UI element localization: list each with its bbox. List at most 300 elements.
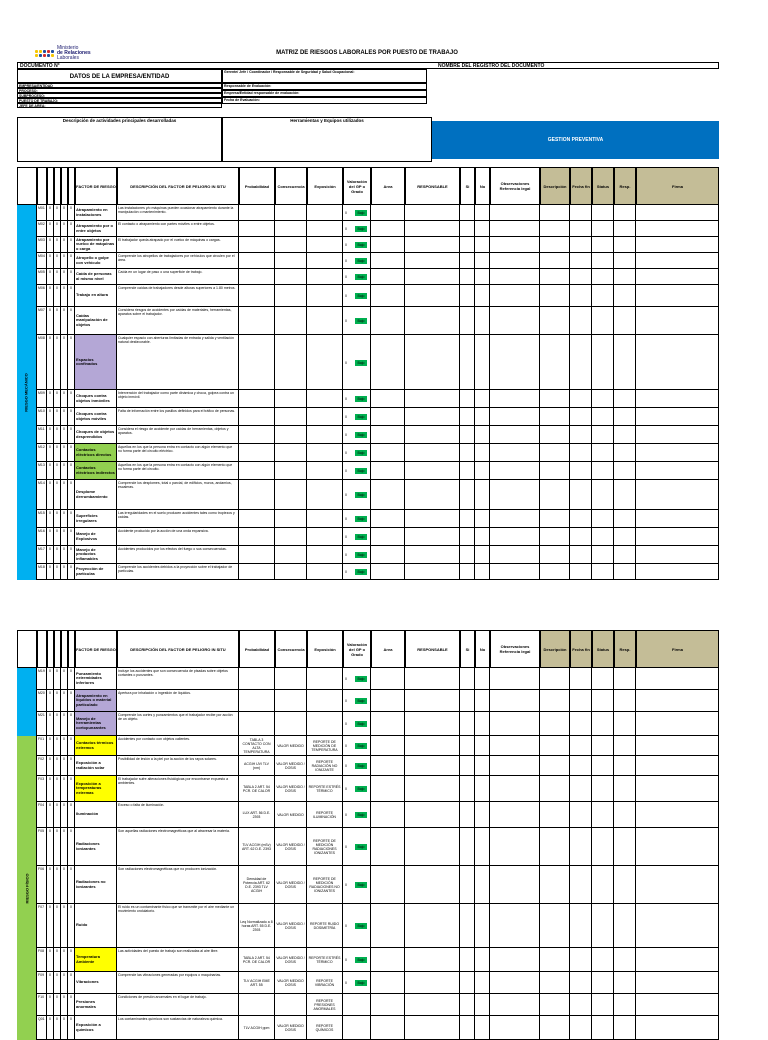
table-row — [17, 237, 719, 253]
cell-n3: 0 — [61, 564, 68, 579]
cell-no — [475, 904, 490, 947]
valuation-grade: Bajo — [355, 743, 367, 749]
valuation-number: 0 — [345, 275, 347, 279]
cell-n1: 0 — [47, 510, 54, 527]
header-desc2: Descripción — [540, 630, 570, 668]
measurement-method: TLV ACGIH (mSv) ART. 62 D.E. 2393 — [239, 828, 275, 865]
cell-n2: 0 — [54, 712, 61, 735]
cell-report — [307, 462, 343, 479]
risk-factor-name: Vibraciones — [75, 972, 117, 993]
cell-obs — [490, 480, 540, 509]
measurement-method: TLV ACGIH EME ART. 55 — [239, 972, 275, 993]
header-blank-cell — [17, 630, 37, 668]
cell-n4: 0 — [68, 802, 75, 827]
cell-area — [371, 253, 405, 268]
evaluation-field-label: Gerente/ Jefe / Coordinador / Responsable de Seguridad y Salud Ocupacional: — [224, 70, 355, 74]
cell-firma — [636, 307, 719, 334]
table-row — [17, 802, 719, 828]
cell-method — [239, 444, 275, 461]
cell-desc2 — [540, 285, 570, 306]
cell-no — [475, 802, 490, 827]
cell-area — [371, 802, 405, 827]
measurement-limit: VALOR MEDIDO / DOSIS — [275, 828, 307, 865]
cell-desc2 — [540, 546, 570, 563]
cell-report — [307, 269, 343, 284]
cell-n2: 0 — [54, 269, 61, 284]
cell-method — [239, 285, 275, 306]
cell-si — [460, 426, 475, 443]
cell-obs — [490, 237, 540, 252]
cell-method — [239, 221, 275, 236]
cell-resp2 — [614, 205, 636, 220]
evaluation-field-label: Responsable de Evaluación: — [224, 84, 272, 88]
cell-obs — [490, 426, 540, 443]
cell-area — [371, 462, 405, 479]
cell-status — [592, 253, 614, 268]
valuation-grade: Bajo — [355, 721, 367, 727]
company-block — [17, 69, 719, 108]
cell-firma — [636, 802, 719, 827]
header-resp: RESPONSABLE — [405, 167, 460, 205]
valuation-number: 0 — [345, 570, 347, 574]
table-row — [17, 335, 719, 390]
measurement-report: REPORTE RADIACIÓN NO IONIZANTE — [307, 756, 343, 775]
cell-resp — [405, 690, 460, 711]
cell-method — [239, 335, 275, 389]
measurement-report: REPORTE DE MEDICIÓN RADIACIONES NO IONIZANTES — [307, 866, 343, 903]
cell-resp2 — [614, 756, 636, 775]
valuation-grade: Bajo — [355, 763, 367, 769]
registry-label: NOMBRE DEL REGISTRO DEL DOCUMENTO — [438, 63, 545, 69]
cell-desc2 — [540, 828, 570, 865]
cell-n3: 0 — [61, 444, 68, 461]
cell-desc2 — [540, 444, 570, 461]
cell-status — [592, 802, 614, 827]
cell-status — [592, 668, 614, 689]
cell-desc2 — [540, 866, 570, 903]
section-physical-text: RIESGO FÍSICO — [24, 872, 30, 904]
cell-no — [475, 510, 490, 527]
cell-n2: 0 — [54, 444, 61, 461]
cell-status — [592, 462, 614, 479]
cell-n3: 0 — [61, 712, 68, 735]
cell-area — [371, 307, 405, 334]
risk-description: Intervención del trabajador como parte dinámica y choca, golpea contra un objeto inmóvil. — [117, 390, 239, 407]
cell-n3: 0 — [61, 828, 68, 865]
measurement-method: Densidad de Potencia ART. 62 D.E. 2393 TLV ACGIH — [239, 866, 275, 903]
cell-n4: 0 — [68, 285, 75, 306]
risk-description: Condiciones de presión anormales en el lugar de trabajo. — [117, 994, 239, 1015]
header-report: Exposición — [307, 630, 343, 668]
cell-area — [371, 564, 405, 579]
cell-firma — [636, 237, 719, 252]
cell-limit — [275, 712, 307, 735]
risk-code: F10 — [37, 994, 47, 1015]
table-row — [17, 253, 719, 269]
cell-n3: 0 — [61, 904, 68, 947]
cell-status — [592, 237, 614, 252]
cell-n1: 0 — [47, 802, 54, 827]
cell-area — [371, 269, 405, 284]
header-blank-cell — [37, 630, 47, 668]
measurement-limit: VALOR MEDIDO / DOSIS — [275, 776, 307, 801]
cell-n4: 0 — [68, 205, 75, 220]
risk-code: F04 — [37, 802, 47, 827]
cell-firma — [636, 756, 719, 775]
risk-description: Aquellos en los que la persona entra en contacto con algún elemento que no forma parte del circuito eléctrico. — [117, 444, 239, 461]
cell-val — [343, 237, 371, 252]
valuation-grade: Bajo — [355, 786, 367, 792]
risk-factor-name: Ruido — [75, 904, 117, 947]
cell-n4: 0 — [68, 408, 75, 425]
cell-no — [475, 205, 490, 220]
cell-area — [371, 948, 405, 971]
header-no: No — [475, 630, 490, 668]
page-title: MATRIZ DE RIESGOS LABORALES POR PUESTO DE TRABAJO — [276, 50, 458, 56]
cell-status — [592, 690, 614, 711]
valuation-number: 0 — [345, 433, 347, 437]
cell-limit — [275, 335, 307, 389]
cell-n1: 0 — [47, 546, 54, 563]
cell-fecha — [570, 776, 592, 801]
risk-description: Accidentes producidos por los efectos del fuego o sus consecuencias. — [117, 546, 239, 563]
risk-factor-name: Temperatura Ambiente — [75, 948, 117, 971]
cell-val — [343, 1016, 371, 1039]
risk-code: M06 — [37, 285, 47, 306]
cell-n3: 0 — [61, 480, 68, 509]
cell-resp2 — [614, 285, 636, 306]
cell-no — [475, 426, 490, 443]
header-si: Si — [460, 167, 475, 205]
table-row — [17, 690, 719, 712]
risk-code: M08 — [37, 335, 47, 389]
header-method: Probabilidad — [239, 167, 275, 205]
cell-resp2 — [614, 972, 636, 993]
cell-report — [307, 390, 343, 407]
cell-no — [475, 690, 490, 711]
valuation-grade: Bajo — [355, 450, 367, 456]
cell-resp — [405, 253, 460, 268]
cell-obs — [490, 776, 540, 801]
cell-si — [460, 712, 475, 735]
cell-n1: 0 — [47, 1016, 54, 1039]
risk-factor-name: Radiaciones no ionizantes — [75, 866, 117, 903]
cell-no — [475, 668, 490, 689]
cell-obs — [490, 564, 540, 579]
risk-factor-name: Radiaciones ionizantes — [75, 828, 117, 865]
cell-status — [592, 307, 614, 334]
cell-desc2 — [540, 408, 570, 425]
cell-n4: 0 — [68, 994, 75, 1015]
cell-resp — [405, 668, 460, 689]
cell-limit — [275, 269, 307, 284]
measurement-method: ACGIH UVI TLV (nm) — [239, 756, 275, 775]
cell-si — [460, 828, 475, 865]
cell-status — [592, 444, 614, 461]
valuation-grade: Bajo — [355, 882, 367, 888]
cell-fecha — [570, 307, 592, 334]
cell-status — [592, 528, 614, 545]
risk-code: M15 — [37, 510, 47, 527]
measurement-report: REPORTE ESTRÉS TÉRMICO — [307, 776, 343, 801]
cell-n3: 0 — [61, 802, 68, 827]
logo-line-1: Ministerio — [57, 44, 79, 51]
cell-limit — [275, 307, 307, 334]
cell-area — [371, 994, 405, 1015]
cell-n4: 0 — [68, 426, 75, 443]
cell-val — [343, 269, 371, 284]
cell-n1: 0 — [47, 972, 54, 993]
cell-status — [592, 948, 614, 971]
cell-resp — [405, 221, 460, 236]
cell-method — [239, 253, 275, 268]
cell-firma — [636, 285, 719, 306]
valuation-grade: Bajo — [355, 318, 367, 324]
cell-n2: 0 — [54, 668, 61, 689]
cell-n1: 0 — [47, 221, 54, 236]
cell-n2: 0 — [54, 480, 61, 509]
table-row — [17, 948, 719, 972]
header-blank-cell — [54, 630, 61, 668]
valuation-number: 0 — [345, 319, 347, 323]
cell-desc2 — [540, 426, 570, 443]
cell-report — [307, 237, 343, 252]
valuation-grade: Bajo — [355, 676, 367, 682]
cell-status — [592, 712, 614, 735]
valuation-number: 0 — [345, 259, 347, 263]
cell-resp2 — [614, 776, 636, 801]
cell-area — [371, 1016, 405, 1039]
cell-status — [592, 426, 614, 443]
cell-n3: 0 — [61, 866, 68, 903]
cell-area — [371, 221, 405, 236]
evaluation-field-row — [222, 97, 427, 104]
cell-val — [343, 756, 371, 775]
table-row — [17, 269, 719, 285]
cell-area — [371, 546, 405, 563]
cell-no — [475, 408, 490, 425]
header-si: Si — [460, 630, 475, 668]
cell-n1: 0 — [47, 528, 54, 545]
risk-description: El trabajador sufre alteraciones fisiológicas por encontrarse expuesto a ambientes. — [117, 776, 239, 801]
measurement-method: LUX ART. 56 D.E. 2393 — [239, 802, 275, 827]
cell-n4: 0 — [68, 948, 75, 971]
cell-resp — [405, 408, 460, 425]
cell-status — [592, 994, 614, 1015]
risk-description: El trabajador queda atrapado por el vuelco de máquinas o cargas. — [117, 237, 239, 252]
cell-status — [592, 390, 614, 407]
risk-code: M04 — [37, 253, 47, 268]
cell-report — [307, 564, 343, 579]
cell-area — [371, 668, 405, 689]
cell-status — [592, 221, 614, 236]
cell-obs — [490, 285, 540, 306]
cell-limit — [275, 510, 307, 527]
header-desc: DESCRIPCIÓN DEL FACTOR DE PELIGRO IN SITU — [117, 167, 239, 205]
section-mechanical-text: RIESGO MECÁNICO — [24, 373, 30, 412]
table-row — [17, 712, 719, 736]
cell-firma — [636, 426, 719, 443]
table-row — [17, 756, 719, 776]
cell-n2: 0 — [54, 776, 61, 801]
measurement-limit: VALOR MEDIDO — [275, 736, 307, 755]
cell-si — [460, 668, 475, 689]
cell-report — [307, 335, 343, 389]
cell-n2: 0 — [54, 690, 61, 711]
cell-n2: 0 — [54, 510, 61, 527]
cell-report — [307, 221, 343, 236]
risk-factor-name: Contactos eléctricos directos — [75, 444, 117, 461]
header-blank-cell — [37, 167, 47, 205]
cell-fecha — [570, 528, 592, 545]
cell-si — [460, 528, 475, 545]
cell-n4: 0 — [68, 390, 75, 407]
risk-factor-name: Atrapamiento en instalaciones — [75, 205, 117, 220]
cell-resp2 — [614, 269, 636, 284]
matrix-page-2 — [17, 630, 719, 1032]
cell-fecha — [570, 994, 592, 1015]
cell-limit — [275, 426, 307, 443]
cell-desc2 — [540, 528, 570, 545]
cell-fecha — [570, 462, 592, 479]
cell-n4: 0 — [68, 444, 75, 461]
valuation-number: 0 — [345, 981, 347, 985]
cell-area — [371, 972, 405, 993]
cell-resp2 — [614, 668, 636, 689]
cell-val — [343, 480, 371, 509]
valuation-grade: Bajo — [355, 957, 367, 963]
cell-desc2 — [540, 269, 570, 284]
matrix-page-1 — [17, 40, 719, 582]
risk-factor-name: Exposición a temperaturas extremas — [75, 776, 117, 801]
cell-n2: 0 — [54, 237, 61, 252]
risk-description: Las actividades del puesto de trabajo son realizadas al aire libre. — [117, 948, 239, 971]
cell-obs — [490, 335, 540, 389]
cell-status — [592, 335, 614, 389]
valuation-grade: Bajo — [355, 844, 367, 850]
cell-fecha — [570, 390, 592, 407]
cell-val — [343, 408, 371, 425]
header-area: Area — [371, 167, 405, 205]
measurement-limit: VALOR MEDIDO DOSIS — [275, 972, 307, 993]
cell-firma — [636, 221, 719, 236]
cell-resp — [405, 564, 460, 579]
table-row — [17, 307, 719, 335]
measurement-report: REPORTE RUIDO DOSIMETRÍA — [307, 904, 343, 947]
cell-method — [239, 510, 275, 527]
cell-n1: 0 — [47, 285, 54, 306]
cell-firma — [636, 528, 719, 545]
header-obs: Observaciones Referencia legal — [490, 167, 540, 205]
table-row — [17, 546, 719, 564]
cell-n3: 0 — [61, 269, 68, 284]
cell-n4: 0 — [68, 736, 75, 755]
table-row — [17, 528, 719, 546]
cell-status — [592, 546, 614, 563]
cell-report — [307, 285, 343, 306]
risk-description: Considera riesgos de accidentes por caídas de materiales, herramientas, aparatos sobre el trabajador. — [117, 307, 239, 334]
table-row — [17, 510, 719, 528]
cell-n4: 0 — [68, 972, 75, 993]
cell-resp2 — [614, 510, 636, 527]
cell-n2: 0 — [54, 1016, 61, 1039]
cell-resp — [405, 237, 460, 252]
cell-n4: 0 — [68, 221, 75, 236]
valuation-number: 0 — [345, 243, 347, 247]
cell-n1: 0 — [47, 408, 54, 425]
cell-firma — [636, 948, 719, 971]
risk-code: M12 — [37, 444, 47, 461]
cell-limit — [275, 546, 307, 563]
cell-no — [475, 994, 490, 1015]
cell-desc2 — [540, 756, 570, 775]
valuation-number: 0 — [345, 764, 347, 768]
cell-firma — [636, 408, 719, 425]
cell-no — [475, 866, 490, 903]
risk-code: M18 — [37, 564, 47, 579]
cell-method — [239, 480, 275, 509]
cell-n2: 0 — [54, 285, 61, 306]
cell-n1: 0 — [47, 269, 54, 284]
cell-desc2 — [540, 948, 570, 971]
measurement-report: REPORTE PRESIONES ANORMALES — [307, 994, 343, 1015]
cell-val — [343, 564, 371, 579]
cell-resp2 — [614, 866, 636, 903]
cell-n2: 0 — [54, 866, 61, 903]
measurement-method — [239, 994, 275, 1015]
cell-report — [307, 253, 343, 268]
cell-no — [475, 462, 490, 479]
risk-code: M02 — [37, 221, 47, 236]
company-section-title: DATOS DE LA EMPRESA/ENTIDAD — [17, 69, 222, 83]
cell-fecha — [570, 668, 592, 689]
valuation-number: 0 — [345, 883, 347, 887]
header-blank-cell — [61, 630, 68, 668]
cell-status — [592, 904, 614, 947]
cell-firma — [636, 668, 719, 689]
table-row — [17, 408, 719, 426]
section-label-mechanical-2 — [17, 668, 37, 736]
company-field-label: EMPRESA/ENTIDAD — [19, 84, 53, 88]
cell-n3: 0 — [61, 776, 68, 801]
cell-resp — [405, 802, 460, 827]
cell-limit — [275, 285, 307, 306]
cell-fecha — [570, 690, 592, 711]
valuation-number: 0 — [345, 787, 347, 791]
cell-n2: 0 — [54, 307, 61, 334]
valuation-number: 0 — [345, 845, 347, 849]
cell-obs — [490, 802, 540, 827]
measurement-method: TABLA 3 CONTACTO CON ALTA TEMPERATURA — [239, 736, 275, 755]
risk-factor-name: Superficies irregulares — [75, 510, 117, 527]
valuation-grade: Bajo — [355, 492, 367, 498]
section-label-physical — [17, 736, 37, 1040]
cell-n4: 0 — [68, 253, 75, 268]
risk-code: F01 — [37, 736, 47, 755]
valuation-grade: Bajo — [355, 396, 367, 402]
cell-resp — [405, 426, 460, 443]
risk-code: M03 — [37, 237, 47, 252]
valuation-number: 0 — [345, 517, 347, 521]
cell-obs — [490, 904, 540, 947]
cell-firma — [636, 866, 719, 903]
company-field-label: PROCESO: — [19, 89, 38, 93]
cell-n4: 0 — [68, 480, 75, 509]
cell-fecha — [570, 564, 592, 579]
cell-resp2 — [614, 802, 636, 827]
valuation-grade: Bajo — [355, 812, 367, 818]
header-resp2: Resp. — [614, 630, 636, 668]
